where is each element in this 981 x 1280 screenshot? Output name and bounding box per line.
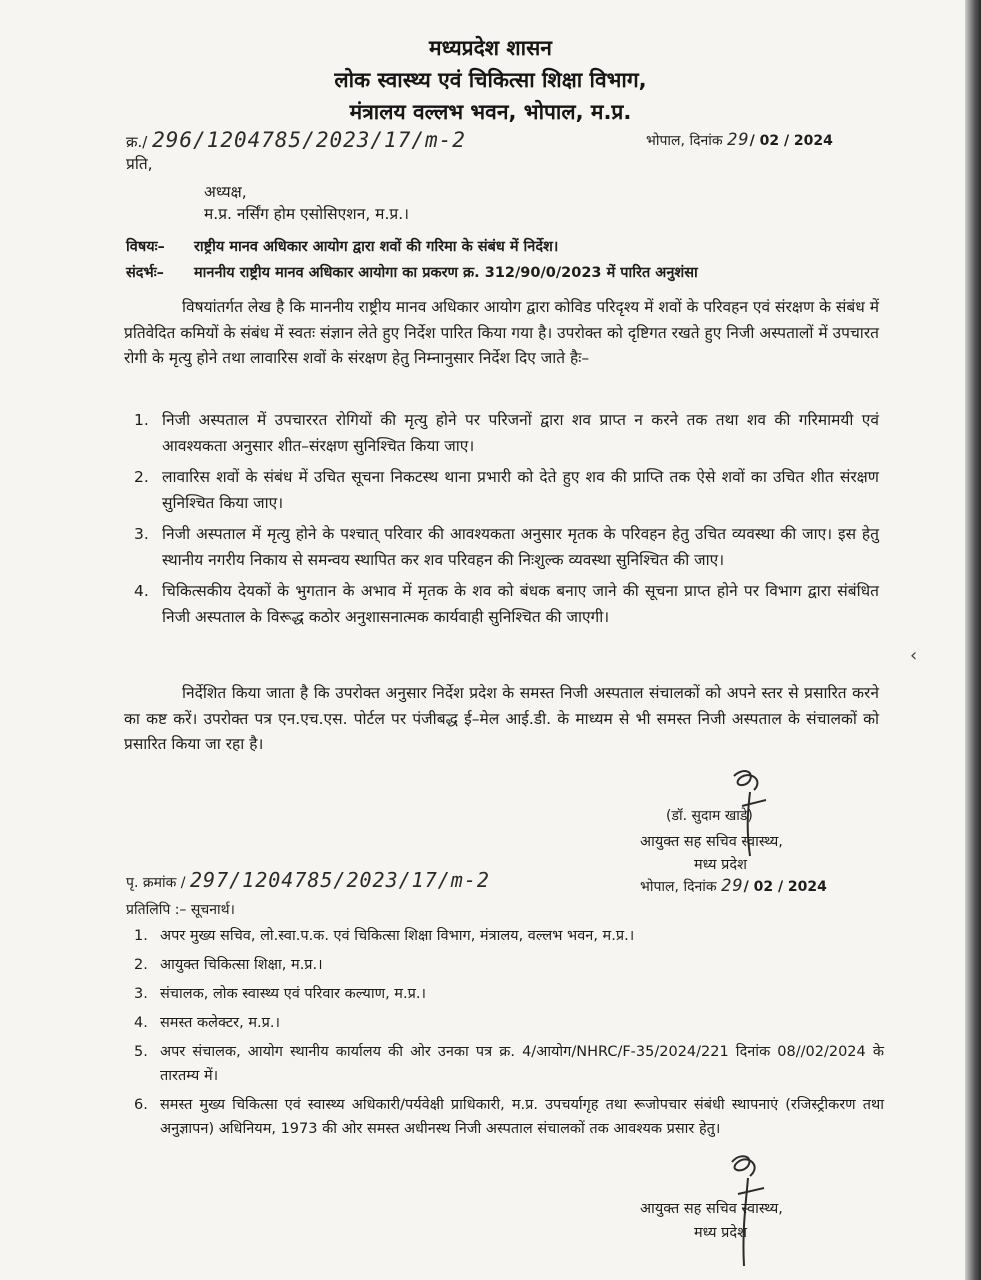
header-address: मंत्रालय वल्लभ भवन, भोपाल, म.प्र. — [349, 100, 632, 124]
header-department: लोक स्वास्थ्य एवं चिकित्सा शिक्षा विभाग, — [334, 68, 647, 92]
endorsement-signatory-state: मध्य प्रदेश — [694, 1225, 747, 1241]
copy-item-1 — [124, 924, 884, 948]
reference-number — [126, 128, 466, 152]
copy-item-5 — [124, 1040, 884, 1088]
directive-text: निजी अस्पताल में उपचाररत रोगियों की मृत्यु होने पर परिजनों द्वारा शव प्राप्त न करने तक तथा शव की गरिमामयी एवं आवश्यकता अनुसार शीत–संरक्षण सुनिश्चित किया जाए। — [162, 411, 879, 455]
copy-number: 5. — [134, 1044, 148, 1060]
directive-number: 2. — [134, 468, 149, 486]
reference-label: संदर्भः– — [126, 265, 164, 281]
signatory-state: मध्य प्रदेश — [694, 857, 747, 873]
date-month-year: / 02 / 2024 — [749, 133, 833, 149]
copy-text: समस्त मुख्य चिकित्सा एवं स्वास्थ्य अधिकारी/पर्यवेक्षी प्राधिकारी, म.प्र. उपचर्यागृह तथा रूजोपचार संबंधी स्थापनाएं (रजिस्ट्रीकरण तथा अनुज्ञापन) अधिनियम, 1973 की ओर समस्त अधीनस्थ निजी अस्पताल संचालकों तक आवश्यक प्रसार हेतु। — [160, 1097, 884, 1137]
reference-handwritten-number: 296/1204785/2023/17/m-2 — [152, 128, 466, 152]
copy-to-label: प्रतिलिपि :– सूचनार्थ। — [126, 902, 235, 918]
directive-number: 3. — [134, 525, 149, 543]
copy-item-2 — [124, 953, 884, 977]
copy-number: 1. — [134, 928, 148, 944]
copy-text: संचालक, लोक स्वास्थ्य एवं परिवार कल्याण, म.प्र.। — [160, 986, 426, 1002]
copy-list — [124, 924, 884, 1146]
copy-text: अपर संचालक, आयोग स्थानीय कार्यालय की ओर उनका पत्र क्र. 4/आयोग/NHRC/F-35/2024/221 दिनांक 08//02/2024 के तारतम्य में। — [160, 1044, 884, 1084]
signatory-designation: आयुक्त सह सचिव स्वास्थ्य, — [640, 834, 783, 850]
copy-number: 2. — [134, 957, 148, 973]
endorsement-number — [126, 868, 490, 892]
directive-text: लावारिस शवों के संबंध में उचित सूचना निकटस्थ थाना प्रभारी को देते हुए शव की प्राप्ति तक ऐसे शवों का उचित शीत संरक्षण सुनिश्चित किया जाए। — [162, 468, 879, 512]
directive-text: चिकित्सकीय देयकों के भुगतान के अभाव में मृतक के शव को बंधक बनाए जाने की सूचना प्राप्त होने पर विभाग द्वारा संबंधित निजी अस्पताल के विरूद्ध कठोर अनुशासनात्मक कार्यवाही सुनिश्चित की जाएगी। — [162, 582, 879, 626]
subject-text: राष्ट्रीय मानव अधिकार आयोग द्वारा शवों की गरिमा के संबंध में निर्देश। — [194, 239, 559, 255]
endorsement-handwritten-number: 297/1204785/2023/17/m-2 — [189, 868, 490, 892]
copy-number: 4. — [134, 1015, 148, 1031]
page-edge-shadow — [965, 0, 981, 1280]
date-label: भोपाल, दिनांक — [646, 133, 723, 149]
addressee-line1: अध्यक्ष, — [204, 183, 247, 201]
addressee-prati: प्रति, — [126, 155, 153, 173]
directive-item-1 — [124, 408, 879, 459]
signatory-name: (डॉ. सुदाम खाडे) — [666, 808, 753, 824]
date-handwritten-day: 29 — [727, 130, 750, 150]
copy-text: अपर मुख्य सचिव, लो.स्वा.प.क. एवं चिकित्सा शिक्षा विभाग, मंत्रालय, वल्लभ भवन, म.प्र.। — [160, 928, 635, 944]
copy-text: समस्त कलेक्टर, म.प्र.। — [160, 1015, 280, 1031]
copy-item-4 — [124, 1011, 884, 1035]
body-paragraph-1: विषयांतर्गत लेख है कि माननीय राष्ट्रीय मानव अधिकार आयोग द्वारा कोविड परिदृश्य में शवों के परिवहन एवं संरक्षण के संबंध में प्रतिवेदित कमियों के संबंध में स्वतः संज्ञान लेते हुए निर्देश पारित किया गया है। उपरोक्त को दृष्टिगत रखते हुए निजी अस्पतालों में उपचारत रोगी के मृत्यु होने तथा लावारिस शवों के संरक्षण हेतु निम्नानुसार निर्देश दिए जाते हैः– — [124, 298, 879, 367]
copy-item-3 — [124, 982, 884, 1006]
letter-date — [646, 130, 833, 150]
copy-item-6 — [124, 1093, 884, 1141]
endorsement-date — [640, 876, 827, 896]
copy-number: 6. — [134, 1097, 148, 1113]
subject-label: विषयः– — [126, 239, 165, 255]
copy-text: आयुक्त चिकित्सा शिक्षा, म.प्र.। — [160, 957, 323, 973]
directive-number: 1. — [134, 411, 149, 429]
reference-line — [126, 262, 698, 282]
directive-list — [124, 408, 879, 636]
subject-line — [126, 236, 558, 256]
stray-pen-mark: ‹ — [910, 645, 918, 666]
endorsement-signatory-designation: आयुक्त सह सचिव स्वास्थ्य, — [640, 1201, 783, 1217]
addressee-line2: म.प्र. नर्सिंग होम एसोसिएशन, म.प्र.। — [204, 205, 410, 223]
endorsement-date-month-year: / 02 / 2024 — [743, 879, 827, 895]
directive-item-3 — [124, 522, 879, 573]
reference-text: माननीय राष्ट्रीय मानव अधिकार आयोगा का प्रकरण क्र. 312/90/0/2023 में पारित अनुशंसा — [194, 265, 698, 281]
endorsement-date-label: भोपाल, दिनांक — [640, 879, 717, 895]
directive-number: 4. — [134, 582, 149, 600]
directive-text: निजी अस्पताल में मृत्यु होने के पश्चात् परिवार की आवश्यकता अनुसार मृतक के परिवहन हेतु उचित व्यवस्था की जाए। इस हेतु स्थानीय नगरीय निकाय से समन्वय स्थापित कर शव परिवहन की निःशुल्क व्यवस्था सुनिश्चित की जाए। — [162, 525, 879, 569]
directive-item-4 — [124, 579, 879, 630]
directive-item-2 — [124, 465, 879, 516]
endorsement-date-handwritten-day: 29 — [721, 876, 744, 896]
header-government: मध्यप्रदेश शासन — [429, 36, 552, 60]
copy-number: 3. — [134, 986, 148, 1002]
reference-prefix: क्र./ — [126, 133, 148, 151]
body-paragraph-2: निर्देशित किया जाता है कि उपरोक्त अनुसार निर्देश प्रदेश के समस्त निजी अस्पताल संचालकों को अपने स्तर से प्रसारित करने का कष्ट करें। उपरोक्त पत्र एन.एच.एस. पोर्टल पर पंजीबद्ध ई–मेल आई.डी. के माध्यम से भी समस्त निजी अस्पताल के संचालकों को प्रसारित किया जा रहा है। — [124, 684, 879, 753]
endorsement-prefix: पृ. क्रमांक / — [126, 875, 186, 891]
